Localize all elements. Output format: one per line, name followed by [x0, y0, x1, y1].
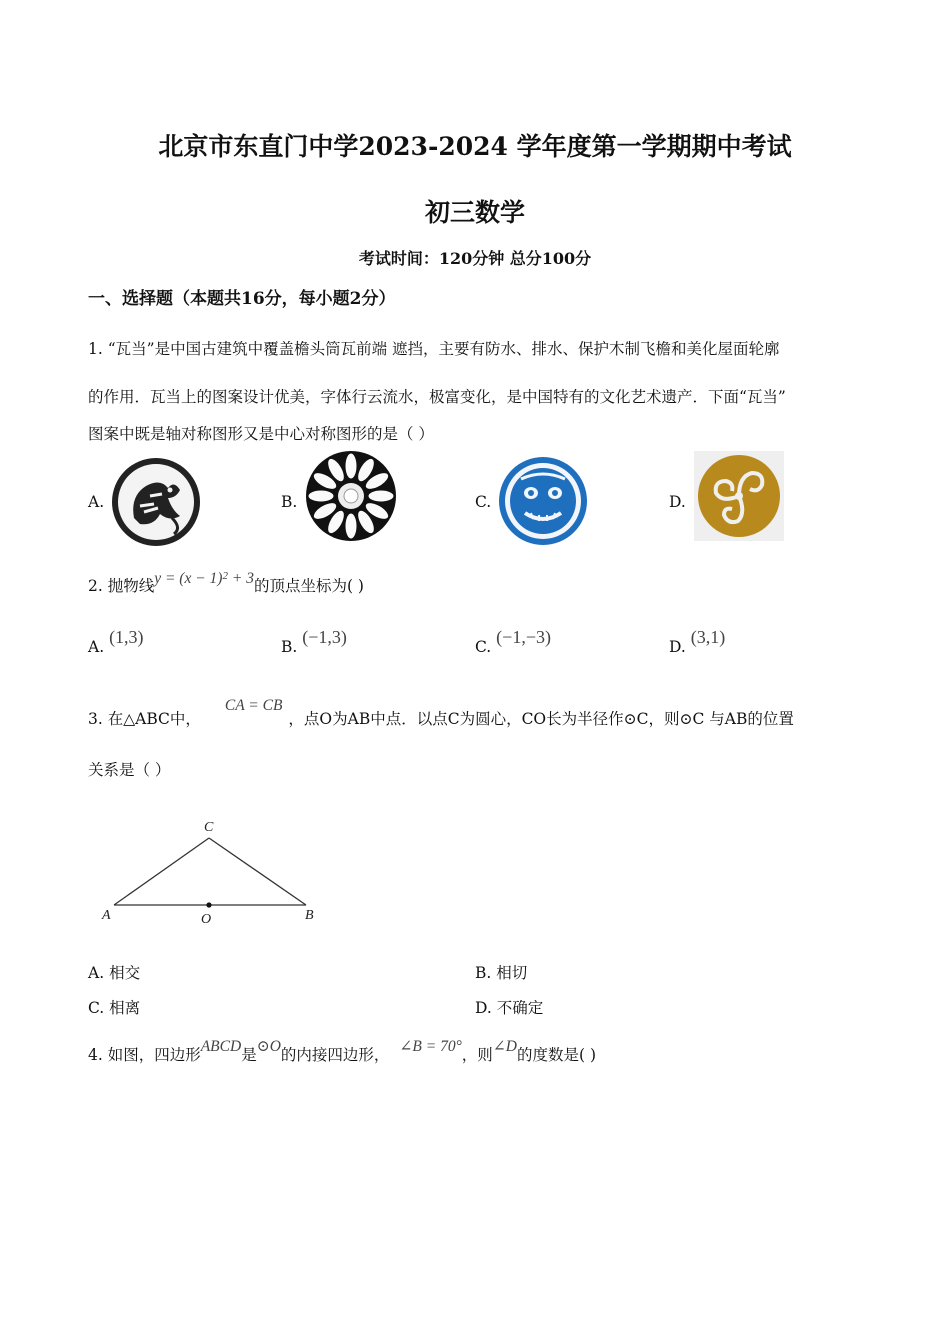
label-a: A: [102, 908, 111, 923]
q3-option-b[interactable]: [475, 961, 527, 983]
q2-line: [88, 570, 364, 596]
q2-formula-a: y = (x − 1): [154, 570, 223, 587]
q4-f4: ∠D: [492, 1038, 517, 1055]
q1-option-a-label: A.: [88, 493, 105, 511]
q4-f3: ∠B = 70°: [399, 1038, 462, 1055]
q2-prefix: 2. 抛物线: [88, 577, 155, 595]
q1-option-b-label: B.: [281, 493, 298, 511]
q3-option-a-label: A.: [88, 964, 105, 982]
q3-option-d-label: D.: [475, 999, 492, 1017]
q3-line2: 关系是（ ）: [88, 761, 171, 779]
q4-mid1: 是: [241, 1046, 257, 1064]
exam-subject: 初三数学: [424, 198, 525, 227]
section-heading: 一、选择题（本题共16分，每小题2分）: [88, 289, 396, 309]
q2-option-b-label: B.: [281, 638, 298, 656]
q2-option-d-value: (3,1): [690, 627, 726, 647]
q1-line1: 1. “瓦当”是中国古建筑中覆盖檐头筒瓦前端 遮挡，主要有防水、排水、保护木制飞檐和美化屋面轮廓: [88, 340, 780, 358]
side-bc: [209, 838, 306, 905]
exam-title: 北京市东直门中学2023-2024 学年度第一学期期中考试: [158, 132, 792, 161]
q1-option-c-label: C.: [475, 493, 492, 511]
q3-option-a[interactable]: [88, 961, 140, 983]
q3-option-c[interactable]: [88, 996, 140, 1018]
q1-line3: 图案中既是轴对称图形又是中心对称图形的是（ ）: [88, 425, 434, 443]
q3-option-d-text: 不确定: [496, 999, 544, 1017]
q4-suffix: 的度数是( ): [516, 1046, 597, 1064]
q2-formula-exp: 2: [222, 570, 228, 582]
q4-prefix: 4. 如图，四边形: [88, 1046, 201, 1064]
q4-f2: ⊙O: [256, 1038, 281, 1055]
label-b: B: [305, 908, 314, 923]
q3-prefix: 3. 在△ABC中，: [88, 710, 201, 728]
q4-f1: ABCD: [200, 1038, 242, 1055]
lotus-tile-icon[interactable]: [305, 450, 397, 542]
q2-option-a-label: A.: [88, 638, 105, 656]
q2-option-b[interactable]: [281, 627, 347, 657]
triangle-figure: [96, 815, 326, 930]
q2-option-b-value: (−1,3): [302, 627, 347, 647]
q2-option-c-value: (−1,−3): [496, 627, 551, 647]
q2-option-a[interactable]: [88, 627, 144, 657]
q2-suffix: 的顶点坐标为( ): [253, 577, 364, 595]
tiger-tile-icon[interactable]: [110, 456, 202, 548]
q3-option-c-label: C.: [88, 999, 105, 1017]
q4-mid3: ，则: [461, 1046, 493, 1064]
q2-option-d[interactable]: [669, 627, 726, 657]
q1-line2: 的作用．瓦当上的图案设计优美，字体行云流水，极富变化，是中国特有的文化艺术遗产．下面“瓦当”: [88, 388, 786, 406]
q2-option-d-label: D.: [669, 638, 686, 656]
q3-option-d[interactable]: [475, 996, 543, 1018]
q2-option-a-value: (1,3): [109, 627, 144, 647]
side-ac: [114, 838, 209, 905]
point-o: [206, 902, 211, 907]
label-c: C: [204, 820, 214, 835]
q3-suffix: ，点O为AB中点．以点C为圆心，CO长为半径作⊙C，则⊙C 与AB的位置: [288, 710, 794, 728]
q2-formula: [154, 570, 254, 587]
q2-option-c[interactable]: [475, 627, 551, 657]
q2-formula-b: + 3: [227, 570, 254, 587]
beast-face-tile-icon[interactable]: [497, 455, 589, 547]
q3-option-c-text: 相离: [109, 999, 141, 1017]
label-o: O: [201, 912, 212, 927]
q4-mid2: 的内接四边形，: [280, 1046, 390, 1064]
q3-line1: [88, 697, 794, 729]
q4-line: [88, 1038, 597, 1065]
q1-option-d-label: D.: [669, 493, 686, 511]
q3-option-b-label: B.: [475, 964, 492, 982]
q2-option-c-label: C.: [475, 638, 492, 656]
cloud-tile-icon[interactable]: [694, 451, 784, 541]
q3-option-b-text: 相切: [496, 964, 528, 982]
q3-formula: CA = CB: [224, 697, 283, 714]
exam-meta: 考试时间：120分钟 总分100分: [358, 249, 592, 268]
q3-option-a-text: 相交: [109, 964, 141, 982]
